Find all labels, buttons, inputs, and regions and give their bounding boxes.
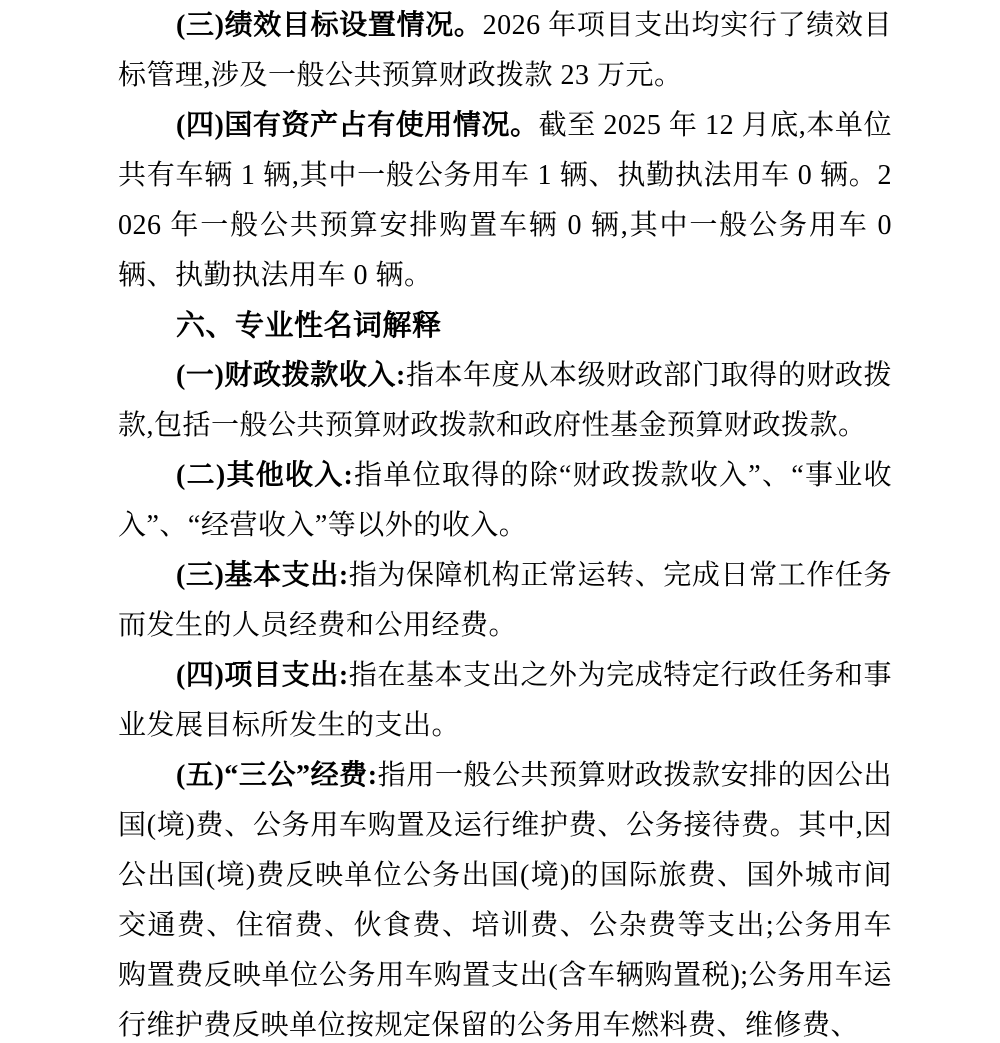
paragraph-lead: (三)绩效目标设置情况。 [176,10,483,41]
definition-basic-expenditure [118,551,892,651]
definition-lead: (三)基本支出: [176,560,349,591]
definition-text: 指为保障机构正常运转、完成日常工作任务而发生的人员经费和公用经费。 [118,560,892,641]
paragraph-lead: (四)国有资产占有使用情况。 [176,110,539,141]
definition-three-public-expenses [118,751,892,1043]
definition-other-income [118,451,892,551]
definition-lead: (五)“三公”经费: [176,760,378,791]
paragraph-performance-targets [118,1,892,101]
paragraph-text: 2026 年项目支出均实行了绩效目标管理,涉及一般公共预算财政拨款 23 万元。 [118,10,892,91]
definition-fiscal-appropriation-income [118,351,892,451]
definition-lead: (二)其他收入: [176,460,354,491]
definition-lead: (一)财政拨款收入: [176,360,406,391]
definition-text: 指在基本支出之外为完成特定行政任务和事业发展目标所发生的支出。 [118,660,892,741]
definition-text: 指本年度从本级财政部门取得的财政拨款,包括一般公共预算财政拨款和政府性基金预算财政拨款。 [118,360,892,441]
definition-project-expenditure [118,651,892,751]
definition-text: 指用一般公共预算财政拨款安排的因公出国(境)费、公务用车购置及运行维护费、公务接待费。其中,因公出国(境)费反映单位公务出国(境)的国际旅费、国外城市间交通费、住宿费、伙食费、培训费、公杂费等支出;公务用车购置费反映单位公务用车购置支出(含车辆购置税);公务用车运行维护费反映单位按规定保留的公务用车燃料费、维修费、 [118,760,892,1041]
paragraph-text: 截至 2025 年 12 月底,本单位共有车辆 1 辆,其中一般公务用车 1 辆、执勤执法用车 0 辆。2026 年一般公共预算安排购置车辆 0 辆,其中一般公务用车 0 辆、执勤执法用车 0 辆。 [118,110,892,291]
definition-text: 指单位取得的除“财政拨款收入”、“事业收入”、“经营收入”等以外的收入。 [118,460,892,541]
definition-lead: (四)项目支出: [176,660,349,691]
paragraph-state-assets [118,101,892,301]
section-heading-terminology: 六、专业性名词解释 [176,310,442,342]
